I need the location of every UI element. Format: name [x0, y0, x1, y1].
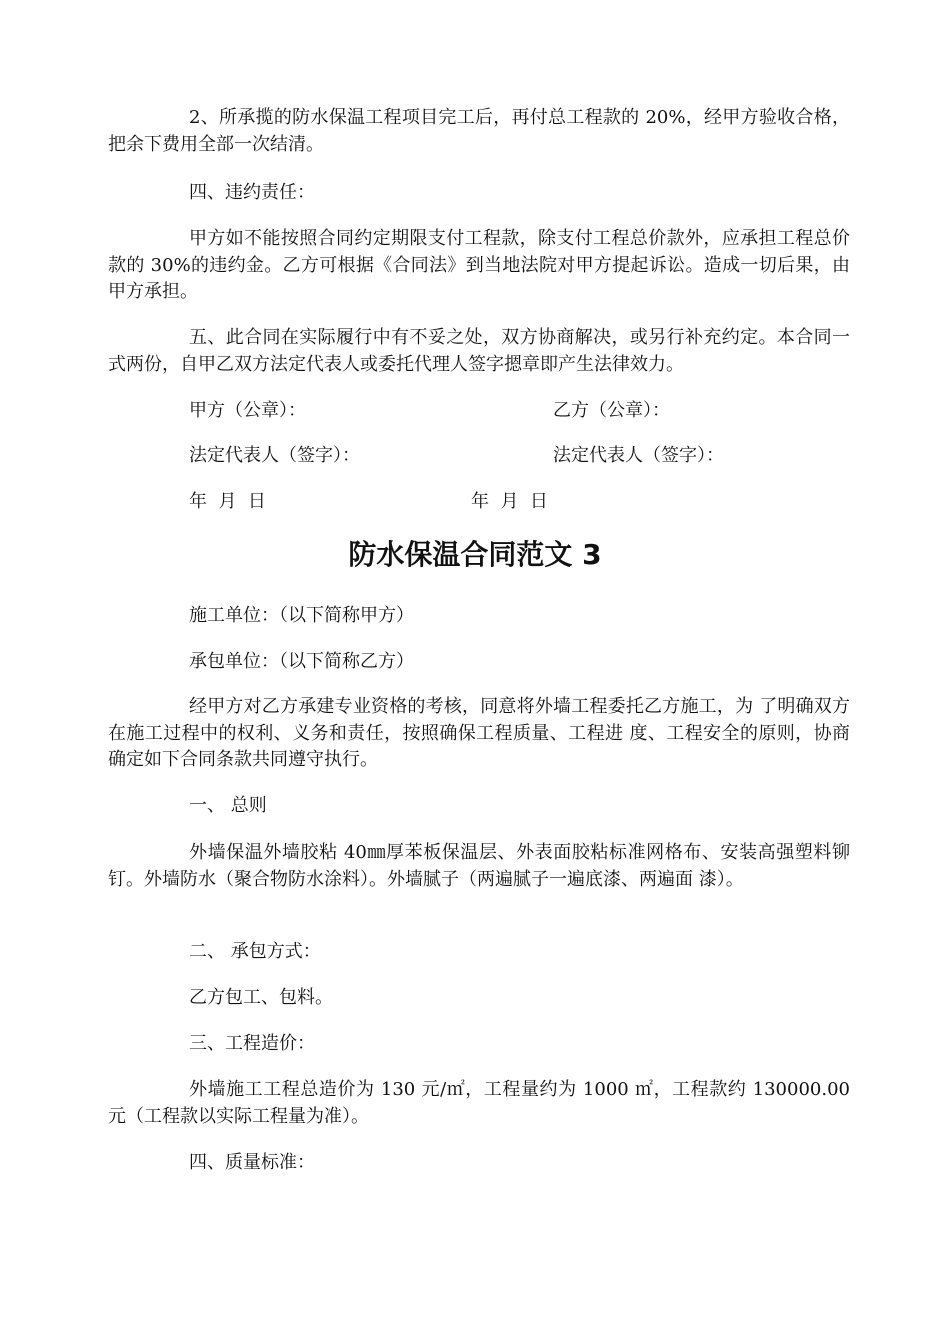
price-paragraph: 外墙施工工程总造价为 130 元/㎡，工程量约为 1000 ㎡，工程款约 130000.00 元（工程款以实际工程量为准）。 [108, 1079, 850, 1127]
party-a-date: 年 月 日 [189, 491, 266, 512]
party-b-seal-label: 乙方（公章）： [553, 400, 670, 421]
supplement-paragraph: 五、此合同在实际履行中有不妥之处，双方协商解决，或另行补充约定。本合同一式两份，自甲乙双方法定代表人或委托代理人签字摁章即产生法律效力。 [108, 327, 850, 375]
breach-paragraph: 甲方如不能按照合同约定期限支付工程款，除支付工程总价款外，应承担工程总价款的 30%的违约金。乙方可根据《合同法》到当地法院对甲方提起诉讼。造成一切后果，由甲方承担。 [108, 228, 850, 302]
party-b-date: 年 月 日 [471, 491, 548, 512]
party-b-rep-label: 法定代表人（签字）： [553, 445, 724, 466]
mode-heading: 二、 承包方式： [189, 941, 321, 962]
contract-title: 防水保温合同范文 3 [348, 538, 602, 571]
breach-heading: 四、违约责任： [189, 182, 315, 203]
intro-paragraph: 经甲方对乙方承建专业资格的考核，同意将外墙工程委托乙方施工，为 了明确双方在施工过程中的权利、义务和责任，按照确保工程质量、工程进 度、工程安全的原则，协商确定如下合同条款共同遵守执行。 [108, 696, 850, 770]
party-a-seal-label: 甲方（公章）： [189, 400, 306, 421]
construction-unit-line: 施工单位：（以下简称甲方） [189, 605, 414, 626]
contractor-unit-line: 承包单位：（以下简称乙方） [189, 651, 414, 672]
general-paragraph: 外墙保温外墙胶粘 40㎜厚苯板保温层、外表面胶粘标准网格布、安装高强塑料铆钉。外墙防水（聚合物防水涂料）。外墙腻子（两遍腻子一遍底漆、两遍面 漆）。 [108, 842, 850, 890]
payment-clause-paragraph: 2、所承揽的防水保温工程项目完工后，再付总工程款的 20%，经甲方验收合格，把余下费用全部一次结清。 [108, 107, 850, 155]
party-a-rep-label: 法定代表人（签字）： [189, 445, 360, 466]
general-heading: 一、 总则 [189, 795, 267, 816]
price-heading: 三、工程造价： [189, 1033, 315, 1054]
quality-heading: 四、质量标准： [189, 1152, 315, 1173]
mode-paragraph: 乙方包工、包料。 [189, 987, 333, 1008]
